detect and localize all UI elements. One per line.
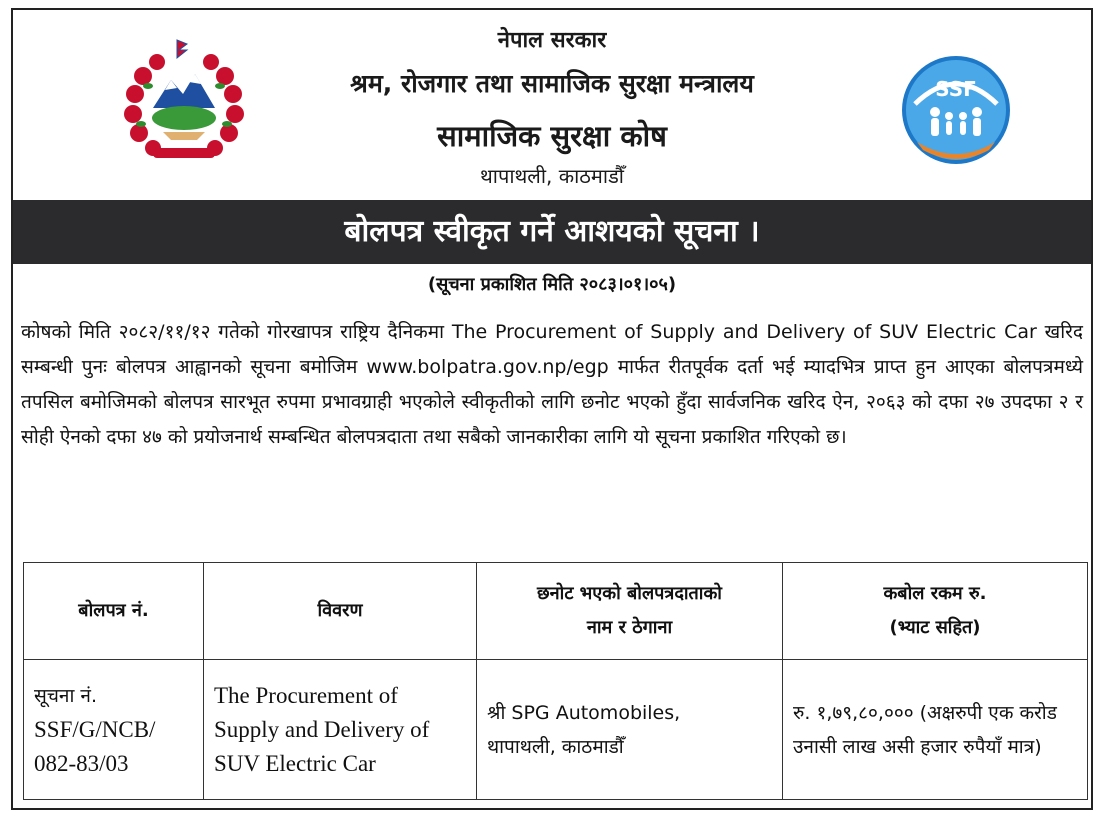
bid-no-line2: SSF/G/NCB/ [34, 716, 156, 742]
notice-header [13, 10, 1091, 200]
table-header-row [24, 563, 1088, 660]
header-amount-line2: (भ्याट सहित) [889, 617, 981, 638]
bidder-line1: श्री SPG Automobiles, [487, 701, 681, 724]
cell-amount: रु. १,७९,८०,००० (अक्षरुपी एक करोड उनासी लाख असी हजार रुपैयाँ मात्र) [783, 660, 1088, 800]
cell-description: The Procurement of Supply and Delivery of SUV Electric Car [204, 660, 477, 800]
organization-address: थापाथली, काठमाडौँ [480, 164, 624, 188]
bid-award-table [23, 562, 1088, 800]
notice-title-banner: बोलपत्र स्वीकृत गर्ने आशयको सूचना । [13, 200, 1091, 264]
header-bidder [477, 563, 783, 660]
organization-name: सामाजिक सुरक्षा कोष [437, 119, 667, 153]
ssf-logo-text: SSF [935, 77, 977, 101]
header-description: विवरण [204, 563, 477, 660]
header-bid-no: बोलपत्र नं. [24, 563, 204, 660]
header-bidder-line2: नाम र ठेगाना [586, 617, 673, 638]
cell-bidder [477, 660, 783, 800]
bid-no-line3: 082-83/03 [34, 750, 129, 776]
bid-no-line1: सूचना नं. [34, 684, 97, 707]
header-amount-line1: कबोल रकम रु. [883, 583, 987, 604]
ministry-name: श्रम, रोजगार तथा सामाजिक सुरक्षा मन्त्रालय [350, 69, 754, 98]
header-bidder-line1: छनोट भएको बोलपत्रदाताको [537, 583, 722, 604]
cell-bid-no [24, 660, 204, 800]
notice-body: कोषको मिति २०८२/११/१२ गतेको गोरखापत्र राष्ट्रिय दैनिकमा The Procurement of Supply and Delivery of SUV Electric Car खरिद सम्बन्धी पुनः बोलपत्र आह्वानको सूचना बमोजिम www.bolpatra.gov.np/egp मार्फत रीतपूर्वक दर्ता भई म्यादभित्र प्राप्त हुन आएका बोलपत्रमध्ये तपसिल बमोजिमको बोलपत्र सारभूत रुपमा प्रभावग्राही भएकोले स्वीकृतीको लागि छनोट भएको हुँदा सार्वजनिक खरिद ऐन, २०६३ को दफा २७ उपदफा २ र सोही ऐनको दफा ४७ को प्रयोजनार्थ सम्बन्धित बोलपत्रदाता तथा सबैको जानकारीका लागि यो सूचना प्रकाशित गरिएको छ। [21, 321, 1083, 448]
government-name: नेपाल सरकार [497, 28, 607, 53]
table-row [24, 660, 1088, 800]
header-amount [783, 563, 1088, 660]
publication-date: (सूचना प्रकाशित मिति २०८३।०१।०५) [427, 274, 677, 295]
ssf-logo-icon [897, 54, 1015, 166]
bidder-line2: थापाथली, काठमाडौँ [487, 735, 624, 758]
notice-frame [11, 8, 1093, 810]
